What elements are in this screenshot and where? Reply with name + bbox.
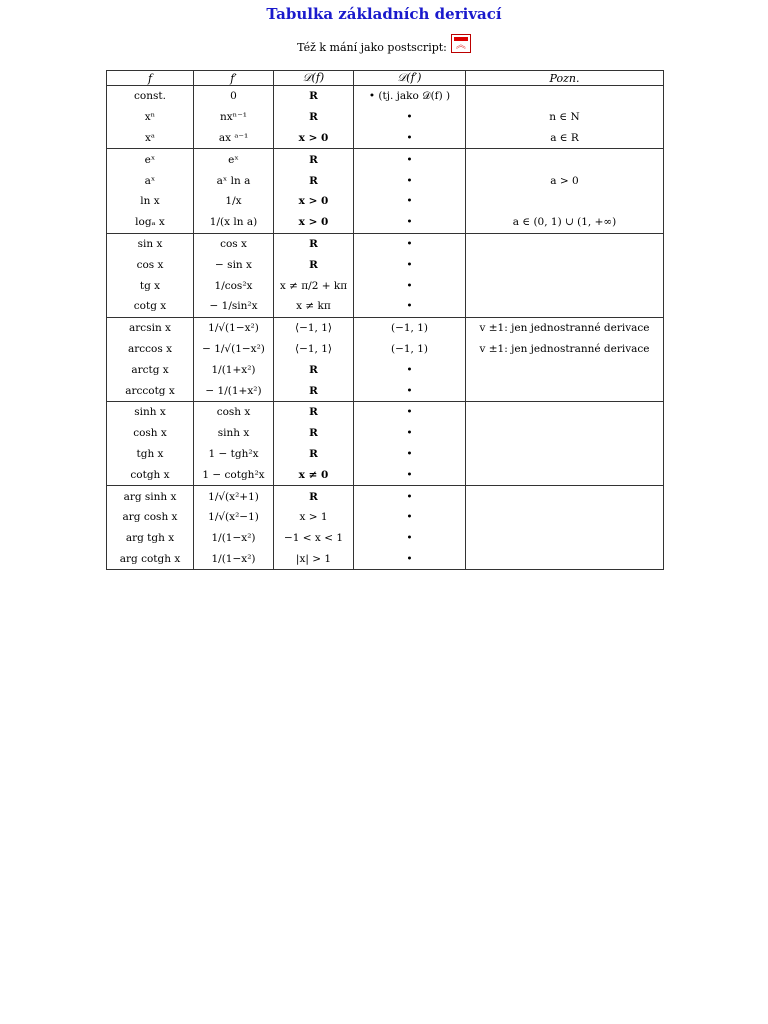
table-row: [107, 464, 664, 485]
cell-function: arcsin x: [107, 317, 194, 338]
cell-derivative: − 1/√(1−x²): [194, 339, 274, 360]
cell-derivative-domain: •: [354, 254, 466, 275]
cell-note: [466, 549, 664, 570]
table-row: [107, 401, 664, 422]
cell-note: [466, 486, 664, 507]
table-row: [107, 254, 664, 275]
cell-domain: x > 1: [274, 507, 354, 528]
cell-derivative: 0: [194, 86, 274, 107]
cell-derivative-domain: •: [354, 107, 466, 128]
cell-domain: x ≠ kπ: [274, 296, 354, 317]
table-row: [107, 359, 664, 380]
cell-domain: R: [274, 444, 354, 465]
cell-derivative: 1/√(1−x²): [194, 317, 274, 338]
table-row: [107, 149, 664, 170]
cell-derivative-domain: •: [354, 444, 466, 465]
table-row: [107, 528, 664, 549]
cell-note: [466, 233, 664, 254]
cell-derivative: 1 − cotgh²x: [194, 464, 274, 485]
cell-derivative-domain: •: [354, 191, 466, 212]
cell-derivative: 1/√(x²+1): [194, 486, 274, 507]
cell-derivative: 1/(1−x²): [194, 528, 274, 549]
cell-domain: R: [274, 107, 354, 128]
cell-derivative-domain: •: [354, 233, 466, 254]
cell-derivative-domain: • (tj. jako 𝒟(f) ): [354, 86, 466, 107]
table-row: [107, 296, 664, 317]
cell-derivative-domain: •: [354, 401, 466, 422]
cell-domain: x > 0: [274, 128, 354, 149]
cell-derivative-domain: •: [354, 149, 466, 170]
cell-function: const.: [107, 86, 194, 107]
table-row: [107, 317, 664, 338]
cell-derivative: cos x: [194, 233, 274, 254]
table-row: [107, 549, 664, 570]
page-title: Tabulka základních derivací: [266, 5, 502, 23]
cell-domain: R: [274, 149, 354, 170]
cell-derivative: 1/x: [194, 191, 274, 212]
cell-derivative: 1/cos²x: [194, 275, 274, 296]
cell-note: [466, 528, 664, 549]
table-row: [107, 128, 664, 149]
cell-derivative: − sin x: [194, 254, 274, 275]
table-row: [107, 423, 664, 444]
cell-function: cotg x: [107, 296, 194, 317]
cell-note: a > 0: [466, 170, 664, 191]
cell-function: arg cosh x: [107, 507, 194, 528]
header-domain: 𝒟(f): [274, 71, 354, 86]
cell-derivative-domain: •: [354, 464, 466, 485]
table-row: [107, 507, 664, 528]
cell-note: a ∈ (0, 1) ∪ (1, +∞): [466, 212, 664, 233]
cell-note: [466, 359, 664, 380]
cell-function: arctg x: [107, 359, 194, 380]
cell-derivative-domain: •: [354, 486, 466, 507]
cell-domain: x ≠ 0: [274, 464, 354, 485]
cell-function: cos x: [107, 254, 194, 275]
table-row: [107, 380, 664, 401]
table-row: [107, 339, 664, 360]
postscript-icon[interactable]: ︽: [451, 34, 471, 53]
cell-function: sin x: [107, 233, 194, 254]
cell-derivative-domain: •: [354, 380, 466, 401]
cell-derivative-domain: (−1, 1): [354, 339, 466, 360]
header-f: f: [107, 71, 194, 86]
cell-derivative-domain: •: [354, 359, 466, 380]
cell-note: [466, 296, 664, 317]
cell-domain: R: [274, 359, 354, 380]
cell-derivative: 1 − tgh²x: [194, 444, 274, 465]
cell-note: n ∈ N: [466, 107, 664, 128]
cell-note: [466, 464, 664, 485]
cell-domain: R: [274, 423, 354, 444]
cell-derivative: 1/(1−x²): [194, 549, 274, 570]
cell-domain: ⟨−1, 1⟩: [274, 339, 354, 360]
table-row: [107, 486, 664, 507]
cell-derivative-domain: •: [354, 170, 466, 191]
cell-derivative: − 1/sin²x: [194, 296, 274, 317]
cell-domain: R: [274, 254, 354, 275]
table-row: [107, 444, 664, 465]
cell-function: logₐ x: [107, 212, 194, 233]
cell-derivative-domain: (−1, 1): [354, 317, 466, 338]
cell-domain: R: [274, 233, 354, 254]
cell-function: arg sinh x: [107, 486, 194, 507]
table-row: [107, 170, 664, 191]
cell-note: [466, 275, 664, 296]
cell-function: cosh x: [107, 423, 194, 444]
table-row: [107, 191, 664, 212]
cell-function: xⁿ: [107, 107, 194, 128]
cell-function: arg cotgh x: [107, 549, 194, 570]
cell-function: tg x: [107, 275, 194, 296]
cell-function: ln x: [107, 191, 194, 212]
postscript-note: [0, 38, 768, 57]
cell-derivative-domain: •: [354, 423, 466, 444]
cell-function: tgh x: [107, 444, 194, 465]
cell-derivative-domain: •: [354, 296, 466, 317]
cell-domain: R: [274, 401, 354, 422]
table-row: [107, 107, 664, 128]
cell-derivative: nxⁿ⁻¹: [194, 107, 274, 128]
cell-domain: R: [274, 170, 354, 191]
cell-note: [466, 444, 664, 465]
cell-derivative-domain: •: [354, 275, 466, 296]
cell-function: eˣ: [107, 149, 194, 170]
cell-function: arccotg x: [107, 380, 194, 401]
postscript-text: Též k mání jako postscript:: [297, 41, 447, 54]
cell-derivative: 1/(x ln a): [194, 212, 274, 233]
header-derivative-domain: 𝒟(f′): [354, 71, 466, 86]
cell-note: [466, 86, 664, 107]
derivatives-table: [106, 70, 664, 570]
table-row: [107, 233, 664, 254]
cell-function: cotgh x: [107, 464, 194, 485]
table-row: [107, 86, 664, 107]
header-derivative: f′: [194, 71, 274, 86]
header-note: Pozn.: [466, 71, 664, 86]
cell-function: xᵃ: [107, 128, 194, 149]
cell-derivative: aˣ ln a: [194, 170, 274, 191]
cell-derivative-domain: •: [354, 507, 466, 528]
cell-derivative-domain: •: [354, 212, 466, 233]
cell-note: [466, 191, 664, 212]
cell-domain: x ≠ π/2 + kπ: [274, 275, 354, 296]
cell-note: v ±1: jen jednostranné derivace: [466, 317, 664, 338]
cell-derivative-domain: •: [354, 128, 466, 149]
cell-derivative-domain: •: [354, 549, 466, 570]
cell-derivative: 1/(1+x²): [194, 359, 274, 380]
cell-note: v ±1: jen jednostranné derivace: [466, 339, 664, 360]
cell-function: arccos x: [107, 339, 194, 360]
cell-domain: x > 0: [274, 212, 354, 233]
table-header-row: [107, 71, 664, 86]
cell-domain: R: [274, 380, 354, 401]
cell-domain: −1 < x < 1: [274, 528, 354, 549]
cell-derivative: − 1/(1+x²): [194, 380, 274, 401]
cell-note: [466, 254, 664, 275]
cell-note: a ∈ R: [466, 128, 664, 149]
table-row: [107, 212, 664, 233]
cell-domain: ⟨−1, 1⟩: [274, 317, 354, 338]
cell-domain: R: [274, 86, 354, 107]
cell-note: [466, 507, 664, 528]
cell-function: sinh x: [107, 401, 194, 422]
cell-derivative: ax ᵃ⁻¹: [194, 128, 274, 149]
cell-derivative: cosh x: [194, 401, 274, 422]
cell-note: [466, 149, 664, 170]
cell-derivative: sinh x: [194, 423, 274, 444]
cell-derivative-domain: •: [354, 528, 466, 549]
cell-function: aˣ: [107, 170, 194, 191]
cell-derivative: 1/√(x²−1): [194, 507, 274, 528]
cell-domain: |x| > 1: [274, 549, 354, 570]
cell-domain: R: [274, 486, 354, 507]
cell-note: [466, 401, 664, 422]
table-row: [107, 275, 664, 296]
cell-function: arg tgh x: [107, 528, 194, 549]
cell-derivative: eˣ: [194, 149, 274, 170]
cell-domain: x > 0: [274, 191, 354, 212]
cell-note: [466, 423, 664, 444]
cell-note: [466, 380, 664, 401]
